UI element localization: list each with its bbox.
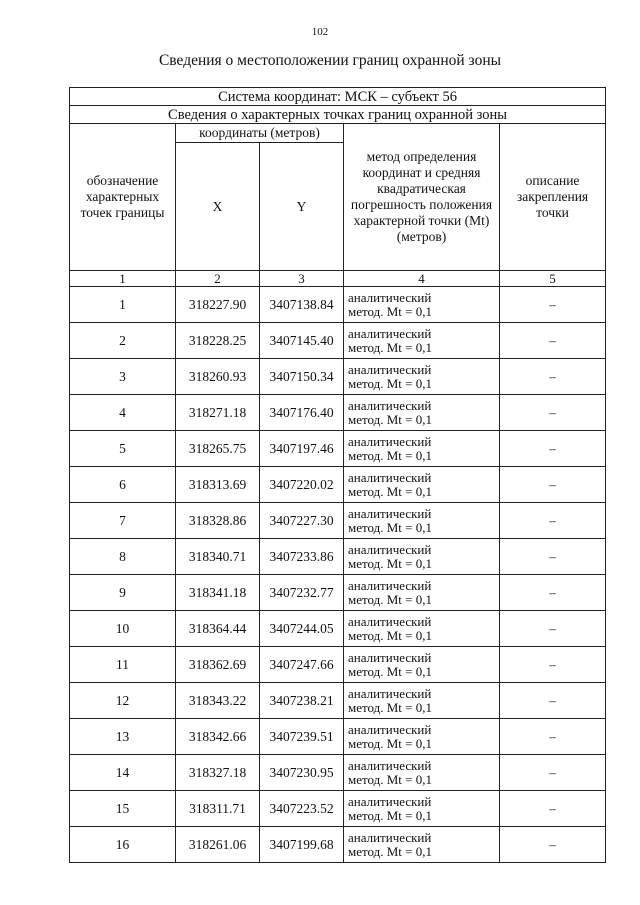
accuracy-line: метод. Mt = 0,1 xyxy=(348,375,432,391)
page-number: 102 xyxy=(311,26,329,38)
x-coordinate-cell: 318265.75 xyxy=(176,431,260,467)
method-cell xyxy=(344,503,500,539)
y-coordinate-cell: 3407247.66 xyxy=(260,647,344,683)
table-row xyxy=(70,467,606,503)
method-cell xyxy=(344,611,500,647)
boundary-points-table xyxy=(69,87,606,863)
table-subtitle-row xyxy=(70,106,606,124)
y-coordinate-cell: 3407197.46 xyxy=(260,431,344,467)
accuracy-line: метод. Mt = 0,1 xyxy=(348,627,432,643)
point-number-cell: 3 xyxy=(70,359,176,395)
column-header-row xyxy=(70,124,606,143)
method-line: аналитический xyxy=(348,793,432,809)
x-coordinate-cell: 318328.86 xyxy=(176,503,260,539)
y-coordinate-cell: 3407145.40 xyxy=(260,323,344,359)
method-line: аналитический xyxy=(348,289,432,305)
y-coordinate-cell: 3407176.40 xyxy=(260,395,344,431)
method-cell xyxy=(344,755,500,791)
y-coordinate-cell: 3407244.05 xyxy=(260,611,344,647)
x-coordinate-cell: 318311.71 xyxy=(176,791,260,827)
y-coordinate-cell: 3407223.52 xyxy=(260,791,344,827)
fixing-description-cell: – xyxy=(500,683,606,719)
method-cell xyxy=(344,287,500,323)
coordinate-system-row xyxy=(70,88,606,106)
point-number-cell: 13 xyxy=(70,719,176,755)
accuracy-line: метод. Mt = 0,1 xyxy=(348,591,432,607)
column-number: 4 xyxy=(344,271,500,287)
table-subtitle: Сведения о характерных точках границ охранной зоны xyxy=(70,106,606,124)
fixing-description-cell: – xyxy=(500,287,606,323)
x-coordinate-header: X xyxy=(176,143,260,271)
method-line: аналитический xyxy=(348,829,432,845)
point-number-cell: 16 xyxy=(70,827,176,863)
table-row xyxy=(70,503,606,539)
table-row xyxy=(70,719,606,755)
table-row xyxy=(70,683,606,719)
column-number: 2 xyxy=(176,271,260,287)
point-number-cell: 7 xyxy=(70,503,176,539)
point-number-cell: 5 xyxy=(70,431,176,467)
method-cell xyxy=(344,683,500,719)
accuracy-line: метод. Mt = 0,1 xyxy=(348,483,432,499)
table-row xyxy=(70,755,606,791)
point-number-cell: 11 xyxy=(70,647,176,683)
x-coordinate-cell: 318260.93 xyxy=(176,359,260,395)
method-line: аналитический xyxy=(348,757,432,773)
method-line: аналитический xyxy=(348,613,432,629)
point-number-cell: 4 xyxy=(70,395,176,431)
y-coordinate-cell: 3407138.84 xyxy=(260,287,344,323)
y-coordinate-cell: 3407199.68 xyxy=(260,827,344,863)
point-number-cell: 2 xyxy=(70,323,176,359)
table-row xyxy=(70,359,606,395)
method-cell xyxy=(344,827,500,863)
x-coordinate-cell: 318364.44 xyxy=(176,611,260,647)
x-coordinate-cell: 318271.18 xyxy=(176,395,260,431)
accuracy-line: метод. Mt = 0,1 xyxy=(348,447,432,463)
y-coordinate-cell: 3407233.86 xyxy=(260,539,344,575)
x-coordinate-cell: 318362.69 xyxy=(176,647,260,683)
fixing-description-cell: – xyxy=(500,503,606,539)
x-coordinate-cell: 318343.22 xyxy=(176,683,260,719)
accuracy-line: метод. Mt = 0,1 xyxy=(348,843,432,859)
point-number-cell: 9 xyxy=(70,575,176,611)
table-row xyxy=(70,647,606,683)
fixing-description-cell: – xyxy=(500,395,606,431)
fixing-description-cell: – xyxy=(500,323,606,359)
accuracy-line: метод. Mt = 0,1 xyxy=(348,411,432,427)
fixing-description-cell: – xyxy=(500,647,606,683)
column-number: 5 xyxy=(500,271,606,287)
coordinates-header: координаты (метров) xyxy=(176,124,344,143)
y-coordinate-cell: 3407230.95 xyxy=(260,755,344,791)
column-number: 3 xyxy=(260,271,344,287)
method-cell xyxy=(344,467,500,503)
method-cell xyxy=(344,359,500,395)
y-coordinate-cell: 3407227.30 xyxy=(260,503,344,539)
accuracy-line: метод. Mt = 0,1 xyxy=(348,555,432,571)
x-coordinate-cell: 318340.71 xyxy=(176,539,260,575)
point-number-cell: 14 xyxy=(70,755,176,791)
method-line: аналитический xyxy=(348,325,432,341)
table-row xyxy=(70,431,606,467)
accuracy-line: метод. Mt = 0,1 xyxy=(348,303,432,319)
method-line: аналитический xyxy=(348,541,432,557)
page-title: Сведения о местоположении границ охранной зоны xyxy=(158,52,502,69)
fixing-description-cell: – xyxy=(500,575,606,611)
method-line: аналитический xyxy=(348,397,432,413)
accuracy-line: метод. Mt = 0,1 xyxy=(348,339,432,355)
fixing-description-cell: – xyxy=(500,755,606,791)
point-number-cell: 12 xyxy=(70,683,176,719)
point-number-cell: 10 xyxy=(70,611,176,647)
fixing-description-cell: – xyxy=(500,431,606,467)
method-line: аналитический xyxy=(348,721,432,737)
accuracy-line: метод. Mt = 0,1 xyxy=(348,735,432,751)
fixing-description-cell: – xyxy=(500,827,606,863)
accuracy-line: метод. Mt = 0,1 xyxy=(348,519,432,535)
x-coordinate-cell: 318227.90 xyxy=(176,287,260,323)
table-row xyxy=(70,791,606,827)
point-designation-header: обозначение характерных точек границы xyxy=(70,124,176,271)
method-line: аналитический xyxy=(348,649,432,665)
y-coordinate-cell: 3407220.02 xyxy=(260,467,344,503)
column-number: 1 xyxy=(70,271,176,287)
method-line: аналитический xyxy=(348,505,432,521)
x-coordinate-cell: 318313.69 xyxy=(176,467,260,503)
y-coordinate-cell: 3407238.21 xyxy=(260,683,344,719)
y-coordinate-cell: 3407232.77 xyxy=(260,575,344,611)
method-line: аналитический xyxy=(348,361,432,377)
method-header: метод определения координат и средняя квадратическая погрешность положения характерной точки (Mt) (метров) xyxy=(344,124,500,271)
fixing-description-cell: – xyxy=(500,611,606,647)
method-line: аналитический xyxy=(348,577,432,593)
method-line: аналитический xyxy=(348,469,432,485)
x-coordinate-cell: 318341.18 xyxy=(176,575,260,611)
method-line: аналитический xyxy=(348,685,432,701)
fixing-description-cell: – xyxy=(500,791,606,827)
point-number-cell: 6 xyxy=(70,467,176,503)
column-numbers-row xyxy=(70,271,606,287)
table-row xyxy=(70,539,606,575)
point-number-cell: 8 xyxy=(70,539,176,575)
point-number-cell: 1 xyxy=(70,287,176,323)
table-row xyxy=(70,575,606,611)
x-coordinate-cell: 318228.25 xyxy=(176,323,260,359)
method-cell xyxy=(344,575,500,611)
accuracy-line: метод. Mt = 0,1 xyxy=(348,771,432,787)
table-row xyxy=(70,287,606,323)
accuracy-line: метод. Mt = 0,1 xyxy=(348,699,432,715)
fixing-description-cell: – xyxy=(500,467,606,503)
method-cell xyxy=(344,719,500,755)
method-cell xyxy=(344,431,500,467)
table-row xyxy=(70,611,606,647)
x-coordinate-cell: 318261.06 xyxy=(176,827,260,863)
table-row xyxy=(70,827,606,863)
method-cell xyxy=(344,323,500,359)
y-coordinate-cell: 3407150.34 xyxy=(260,359,344,395)
y-coordinate-cell: 3407239.51 xyxy=(260,719,344,755)
point-number-cell: 15 xyxy=(70,791,176,827)
fixing-description-cell: – xyxy=(500,539,606,575)
fixing-description-header: описание закрепления точки xyxy=(500,124,606,271)
method-cell xyxy=(344,647,500,683)
table-row xyxy=(70,323,606,359)
fixing-description-cell: – xyxy=(500,719,606,755)
accuracy-line: метод. Mt = 0,1 xyxy=(348,807,432,823)
x-coordinate-cell: 318342.66 xyxy=(176,719,260,755)
method-cell xyxy=(344,791,500,827)
x-coordinate-cell: 318327.18 xyxy=(176,755,260,791)
method-cell xyxy=(344,539,500,575)
coordinate-system-header: Система координат: МСК – субъект 56 xyxy=(70,88,606,106)
y-coordinate-header: Y xyxy=(260,143,344,271)
fixing-description-cell: – xyxy=(500,359,606,395)
accuracy-line: метод. Mt = 0,1 xyxy=(348,663,432,679)
method-line: аналитический xyxy=(348,433,432,449)
method-cell xyxy=(344,395,500,431)
table-row xyxy=(70,395,606,431)
